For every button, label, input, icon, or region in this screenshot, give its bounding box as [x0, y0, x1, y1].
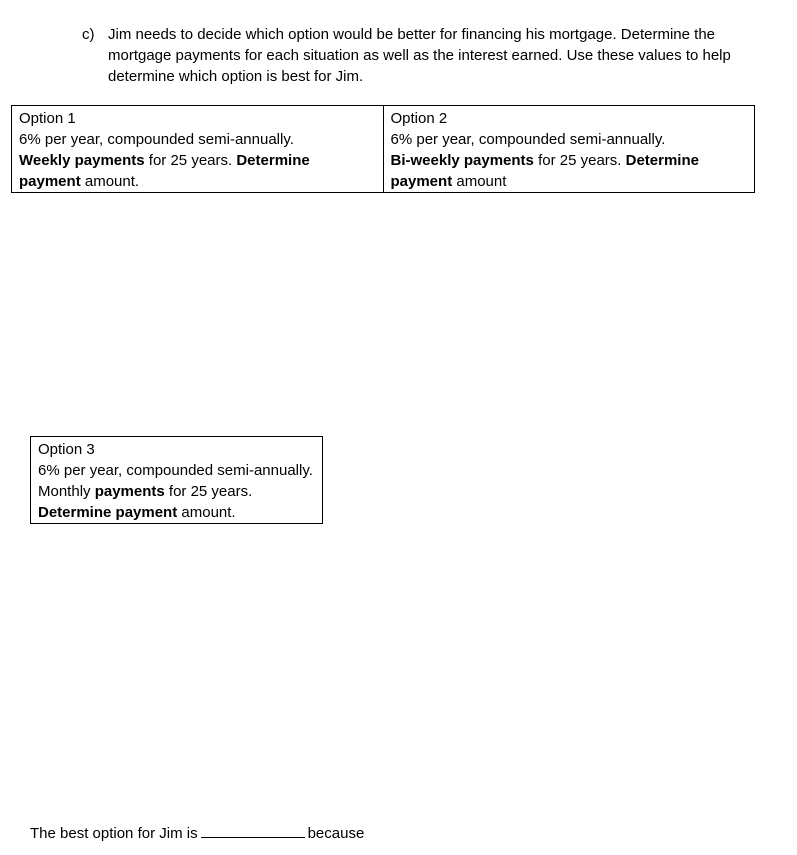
option-1-title: Option 1 [19, 110, 76, 127]
option-3-payments: payments [94, 483, 165, 500]
answer-blank[interactable] [201, 824, 305, 838]
option-2-payments: Bi-weekly payments [390, 152, 534, 169]
option-2-rate: 6% per year, compounded semi-annually. [390, 131, 666, 148]
option-2-amount: amount [452, 173, 507, 190]
conclusion-suffix: because [307, 825, 365, 842]
question-text: Jim needs to decide which option would be better for financing his mortgage. Determine the mortgage payments for each situation as well as the interest earned. Use these values to help determine which option is best for Jim. [108, 26, 731, 85]
option-3-term: for 25 years. [164, 483, 253, 500]
option-3-determine: Determine payment [38, 504, 178, 521]
option-2-payment: payment [390, 173, 453, 190]
option-3-amount: amount. [177, 504, 236, 521]
option-2-title: Option 2 [390, 110, 448, 127]
options-table [11, 105, 755, 193]
option-2-details [391, 150, 748, 192]
question-c [82, 24, 762, 87]
option-3-box [30, 436, 323, 524]
conclusion-line [30, 823, 364, 844]
option-2-determine: Determine [625, 152, 699, 169]
options-row [12, 106, 755, 193]
option-1-payments: Weekly payments [19, 152, 145, 169]
question-marker: c) [82, 26, 95, 43]
option-3-title: Option 3 [38, 441, 95, 458]
option-1-determine: Determine [236, 152, 310, 169]
option-1-term: for 25 years. [144, 152, 237, 169]
option-3-rate: 6% per year, compounded semi-annually. Monthly [38, 462, 313, 500]
option-1-payment: payment [19, 173, 81, 190]
conclusion-prefix: The best option for Jim is [30, 825, 198, 842]
option-2-term: for 25 years. [533, 152, 626, 169]
option-1-rate: 6% per year, compounded semi-annually. [19, 131, 294, 148]
option-1-amount: amount. [80, 173, 140, 190]
option-1-cell [12, 106, 384, 193]
option-1-details [19, 150, 376, 192]
option-3-details [38, 460, 315, 523]
option-2-cell [383, 106, 755, 193]
